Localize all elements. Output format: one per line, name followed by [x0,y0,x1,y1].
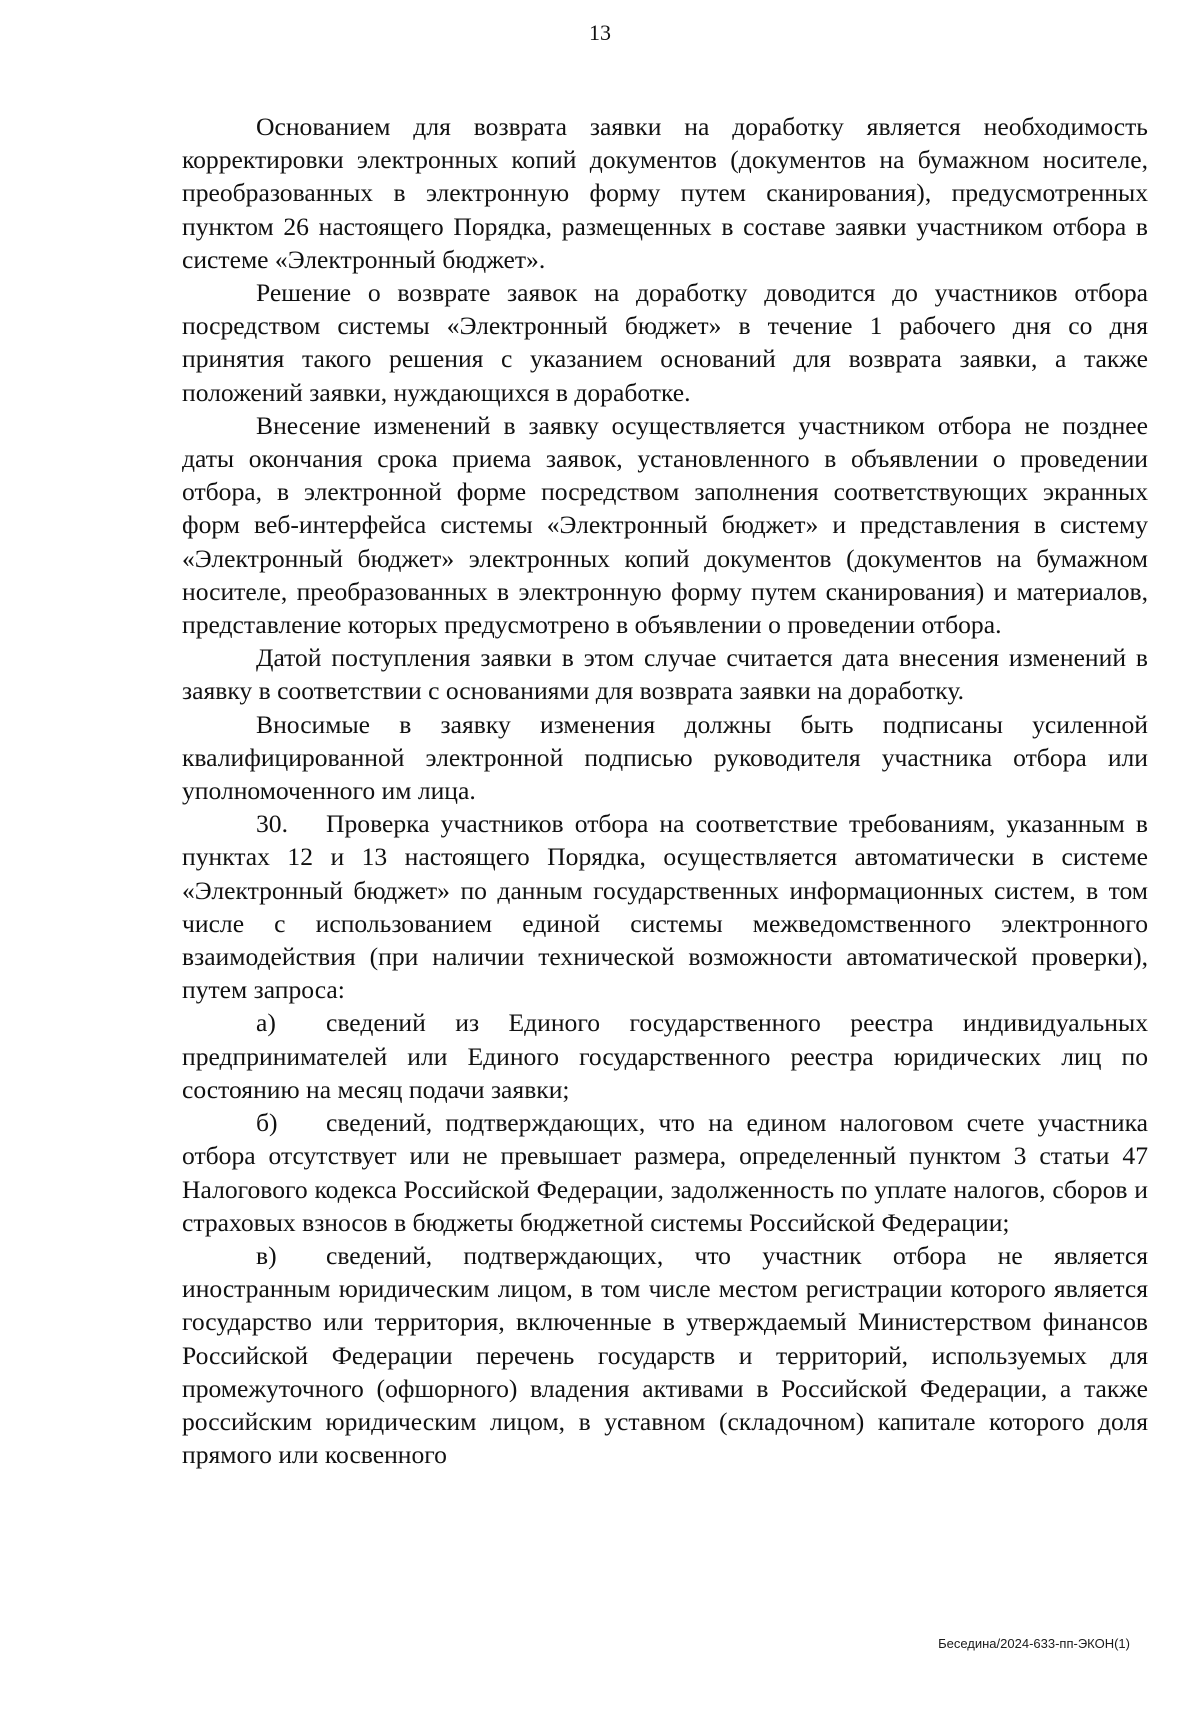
item-30-text: Проверка участников отбора на соответствие требованиям, указанным в пунктах 12 и 13 настоящего Порядка, осуществляется автоматически в системе «Электронный бюджет» по данным государственных информационных систем, в том числе с использованием единой системы межведомственного электронного взаимодействия (при наличии технической возможности автоматической проверки), путем запроса: [182,809,1148,1005]
paragraph-return-grounds: Основанием для возврата заявки на доработку является необходимость корректировки электронных копий документов (документов на бумажном носителе, преобразованных в электронную форму путем сканирования), предусмотренных пунктом 26 настоящего Порядка, размещенных в составе заявки участником отбора в системе «Электронный бюджет». [182,112,1148,274]
page-number: 13 [589,20,611,45]
paragraph-return-decision: Решение о возврате заявок на доработку доводится до участников отбора посредством системы «Электронный бюджет» в течение 1 рабочего дня со дня принятия такого решения с указанием оснований для возврата заявки, а также положений заявки, нуждающихся в доработке. [182,278,1148,407]
subitem-v-text: сведений, подтверждающих, что участник отбора не является иностранным юридическим лицом, в том числе местом регистрации которого является государство или территория, включенные в утверждаемый Министерством финансов Российской Федерации перечень государств и территорий, используемых для промежуточного (офшорного) владения активами в Российской Федерации, а также российским юридическим лицом, в уставном (складочном) капитале которого доля прямого или косвенного [182,1240,1148,1470]
subitem-b-text: сведений, подтверждающих, что на едином налоговом счете участника отбора отсутствует или не превышает размера, определенный пунктом 3 статьи 47 Налогового кодекса Российской Федерации, задолженность по уплате налогов, сборов и страховых взносов в бюджеты бюджетной системы Российской Федерации; [182,1108,1148,1237]
subitem-v [182,1239,1148,1471]
item-30-marker: 30. [256,809,288,839]
subitem-b-marker: б) [256,1108,278,1138]
document-body [182,110,1148,1471]
subitem-a-marker: а) [256,1008,276,1038]
subitem-a-text: сведений из Единого государственного реестра индивидуальных предпринимателей или Единого государственного реестра юридических лиц по состоянию на месяц подачи заявки; [182,1008,1148,1104]
subitem-a [182,1006,1148,1106]
subitem-b [182,1106,1148,1239]
item-30 [182,807,1148,1006]
document-footer-code: Беседина/2024-633-пп-ЭКОН(1) [938,1636,1130,1651]
subitem-v-marker: в) [256,1240,277,1270]
paragraph-amendments: Внесение изменений в заявку осуществляется участником отбора не позднее даты окончания срока приема заявок, установленного в объявлении о проведении отбора, в электронной форме посредством заполнения соответствующих экранных форм веб-интерфейса системы «Электронный бюджет» и представления в систему «Электронный бюджет» электронных копий документов (документов на бумажном носителе, преобразованных в электронную форму путем сканирования) и материалов, представление которых предусмотрено в объявлении о проведении отбора. [182,410,1148,640]
paragraph-signature: Вносимые в заявку изменения должны быть подписаны усиленной квалифицированной электронной подписью руководителя участника отбора или уполномоченного им лица. [182,709,1148,806]
paragraph-receipt-date: Датой поступления заявки в этом случае считается дата внесения изменений в заявку в соответствии с основаниями для возврата заявки на доработку. [182,643,1148,706]
